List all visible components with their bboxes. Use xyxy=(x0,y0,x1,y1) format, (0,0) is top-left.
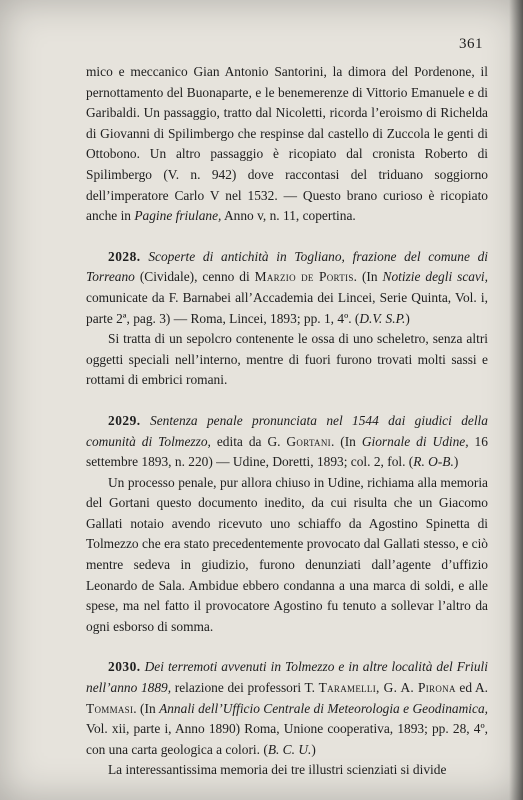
entry-author: Taramelli, G. A. Pirona xyxy=(318,680,456,696)
entry-ref-italic: Annali dell’Ufficio Centrale di Meteorologia e Geodinamica, xyxy=(159,700,488,716)
entry-code: D.V. S.P. xyxy=(359,310,406,326)
entry-citation xyxy=(86,247,488,329)
entry-2029 xyxy=(86,411,488,638)
continuation-paragraph xyxy=(86,62,488,227)
entry-ref-a: . (In xyxy=(133,700,160,716)
entry-number: 2030. xyxy=(108,659,141,675)
entry-title: Dei terremoti avvenuti in Tolmezzo e in altre località del Friuli nell’anno 1889, xyxy=(86,659,488,696)
entry-ref-a: . (In xyxy=(353,269,383,285)
entry-ref-c: ) xyxy=(405,310,410,326)
entry-2030 xyxy=(86,657,488,781)
entry-after-title: edita da G. xyxy=(210,433,287,449)
continuation-italic: Pagine friulane, xyxy=(134,208,222,224)
entry-author: Marzio de Portis xyxy=(254,269,354,285)
entry-after-title: relazione dei professori T. xyxy=(171,680,319,696)
entry-citation xyxy=(86,411,488,473)
continuation-text: mico e meccanico Gian Antonio Santorini, la dimora del Pordenone, il pernottamento del Buonaparte, e le benemerenze di Vittorio Emanuele e di Garibaldi. Un passaggio, tratto dal Nicoletti, ricorda l’eroismo di Richelda di Giovanni di Spilimbergo che respinse dal castello di Zuccola le genti di Ottobono. Un altro passaggio è ricopiato dal cronista Roberto di Spilimbergo (V. n. 942) dove raccontasi del triduano soggiorno dell’imperatore Carlo V nel 1532. — Questo brano curioso è ricopiato anche in xyxy=(86,64,488,224)
entry-body: Si tratta di un sepolcro contenente le ossa di uno scheletro, senza altri oggetti speciali nell’interno, mentre di fuori furono trovati molti sassi e rottami di embrici romani. xyxy=(86,331,488,388)
page-number: 361 xyxy=(459,36,483,52)
entry-code: B. C. U. xyxy=(267,741,312,757)
entry-ref-b: 16 settembre 1893, n. 220) — Udine, Doretti, 1893; col. 2, fol. ( xyxy=(86,433,488,470)
entry-body: Un processo penale, pur allora chiuso in Udine, richiama alla memoria del Gortani questo documento inedito, da cui risulta che un Giacomo Gallati notaio avendo ricevuto uno schiaffo da Agostino Spinetta di Tolmezzo che era stato precedentemente provocato dal Gallati stesso, e ciò mentre sedeva in giudizio, furono denunziati dall’agente d’uffizio Leonardo de Sala. Ambidue ebbero condanna a una marca di soldi, e alle spese, ma nel fatto il provocatore Agostino fu tenuto a sollevar l’altro da ogni esborso di somma. xyxy=(86,474,488,634)
entry-ref-c: ) xyxy=(311,741,316,757)
entry-ref-b: comunicate da F. Barnabei all’Accademia dei Lincei, Serie Quinta, Vol. i, parte 2ª, pag. 3) — Roma, Lincei, 1893; pp. 1, 4º. ( xyxy=(86,289,488,326)
entry-ref-a: . (In xyxy=(330,433,362,449)
entry-number: 2029. xyxy=(108,412,141,428)
entry-2028 xyxy=(86,247,488,391)
entry-after-title: (Cividale), cenno di xyxy=(134,269,255,285)
entry-number: 2028. xyxy=(108,248,141,264)
entry-author-join: ed A. xyxy=(455,680,488,696)
entry-author-2: Tommasi xyxy=(86,700,134,716)
entry-code: R. O-B. xyxy=(413,454,454,470)
page-text xyxy=(86,62,488,781)
entry-ref-italic: Notizie degli scavi, xyxy=(382,269,488,285)
entry-ref-c: ) xyxy=(453,454,459,470)
entry-title: Sentenza penale pronunciata nel 1544 dai giudici della comunità di Tolmezzo, xyxy=(86,412,488,449)
continuation-end: Anno v, n. 11, copertina. xyxy=(221,208,356,224)
entry-ref-italic: Giornale di Udine, xyxy=(361,433,469,449)
entry-citation xyxy=(86,657,488,760)
entry-body: La interessantissima memoria dei tre illustri scienziati si divide xyxy=(108,762,447,778)
entry-author: Gortani xyxy=(286,433,331,449)
entry-title: Scoperte di antichità in Togliano, frazione del comune di Torreano xyxy=(86,248,488,285)
entry-ref-b: Vol. xii, parte i, Anno 1890) Roma, Unione cooperativa, 1893; pp. 28, 4º, con una carta geologica a colori. ( xyxy=(86,721,488,757)
